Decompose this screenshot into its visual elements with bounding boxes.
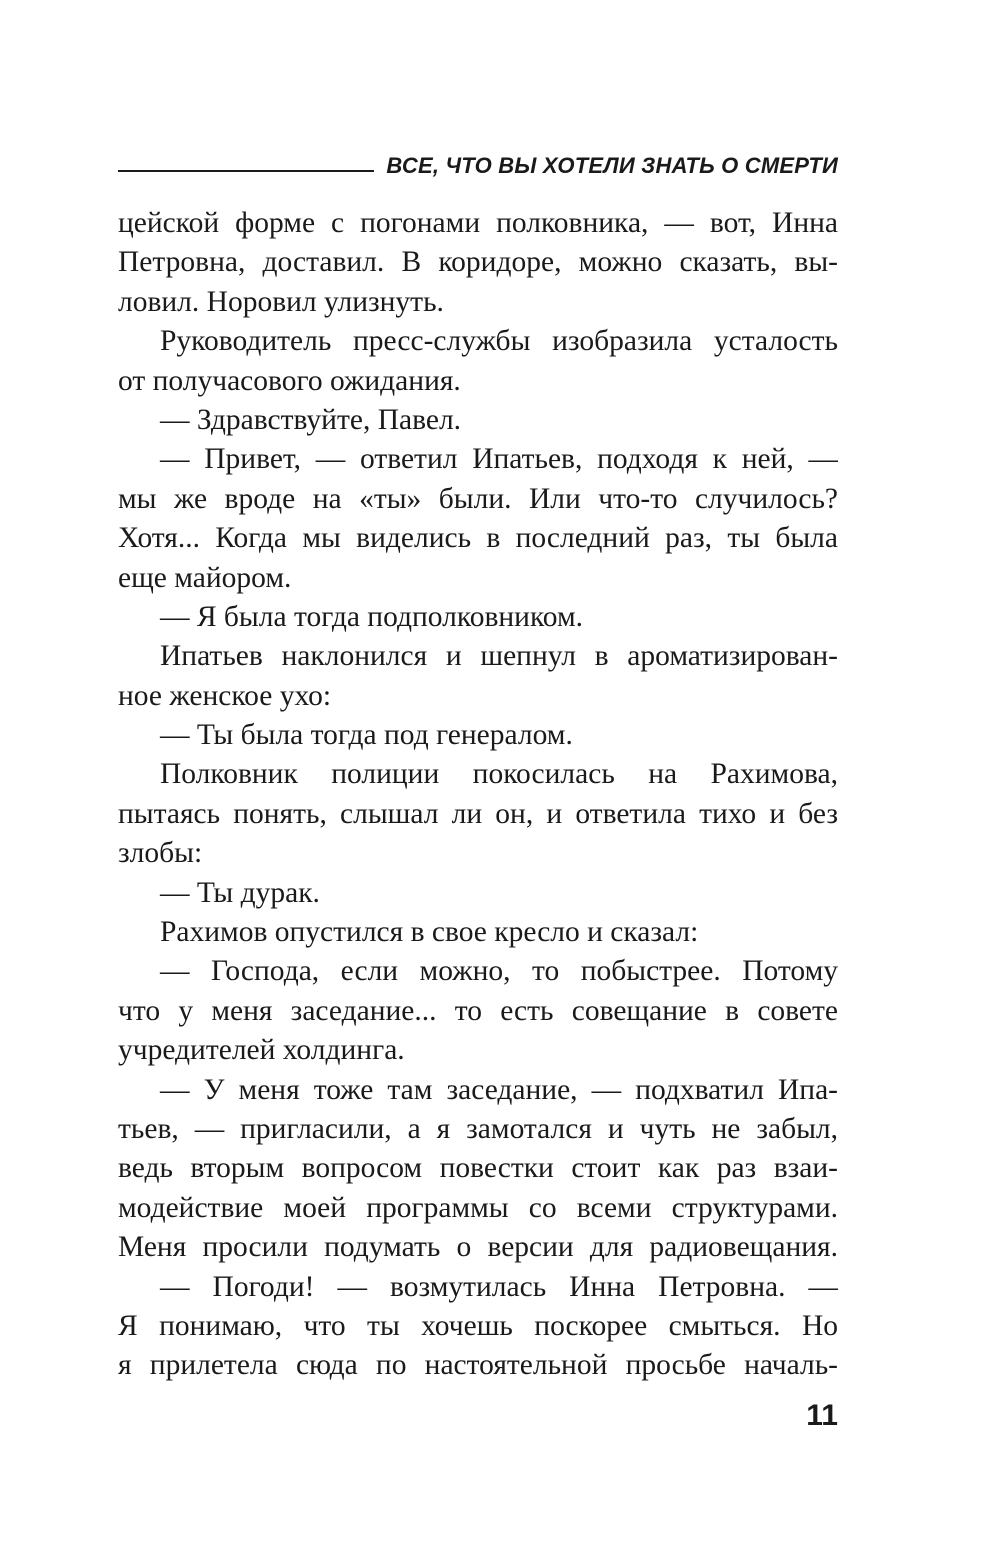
text-line: Меня просили подумать о версии для радиовещания. bbox=[118, 1231, 838, 1264]
header-rule bbox=[118, 170, 374, 172]
text-line: ное женское ухо: bbox=[118, 679, 332, 712]
text-line: злобы: bbox=[118, 837, 203, 870]
text-line: от получасового ожидания. bbox=[118, 364, 461, 397]
text-line: цейской форме с погонами полковника, — вот, Инна bbox=[118, 207, 838, 239]
text-line: Рахимов опустился в свое кресло и сказал: bbox=[160, 916, 699, 949]
text-line: Петровна, доставил. В коридоре, можно сказать, вы- bbox=[118, 246, 838, 279]
text-line: я прилетела сюда по настоятельной просьбе началь- bbox=[118, 1349, 838, 1382]
text-line: модействие моей программы со всеми структурами. bbox=[118, 1191, 838, 1224]
text-line: — Погоди! — возмутилась Инна Петровна. — bbox=[160, 1270, 838, 1303]
text-line: — Привет, — ответил Ипатьев, подходя к ней, — bbox=[160, 443, 838, 476]
running-header bbox=[118, 140, 838, 180]
text-line: тьев, — пригласили, а я замотался и чуть не забыл, bbox=[118, 1112, 838, 1145]
text-line: мы же вроде на «ты» были. Или что-то случилось? bbox=[118, 482, 838, 515]
text-line: ловил. Норовил улизнуть. bbox=[118, 285, 444, 318]
text-line: что у меня заседание... то есть совещание в совете bbox=[118, 994, 838, 1027]
text-line: Полковник полиции покосилась на Рахимова, bbox=[160, 758, 838, 791]
page-number: 11 bbox=[806, 1399, 838, 1432]
running-header-title: ВСЕ, ЧТО ВЫ ХОТЕЛИ ЗНАТЬ О СМЕРТИ bbox=[386, 153, 838, 178]
text-line: — Я была тогда подполковником. bbox=[160, 600, 584, 633]
text-line: — У меня тоже там заседание, — подхватил Ипа- bbox=[160, 1073, 838, 1106]
text-line: ведь вторым вопросом повестки стоит как раз взаи- bbox=[118, 1152, 838, 1185]
text-line: Я понимаю, что ты хочешь поскорее смыться. Но bbox=[118, 1309, 838, 1342]
text-line: Ипатьев наклонился и шепнул в ароматизирован- bbox=[160, 640, 838, 673]
text-line: — Здравствуйте, Павел. bbox=[160, 403, 462, 436]
text-line: — Ты дурак. bbox=[160, 876, 320, 909]
text-line: пытаясь понять, слышал ли он, и ответила тихо и без bbox=[118, 797, 838, 830]
text-line: — Господа, если можно, то побыстрее. Потому bbox=[160, 955, 838, 988]
text-line: Руководитель пресс-службы изобразила усталость bbox=[160, 325, 838, 358]
text-line: еще майором. bbox=[118, 561, 292, 594]
text-line: — Ты была тогда под генералом. bbox=[160, 719, 573, 752]
text-line: учредителей холдинга. bbox=[118, 1034, 405, 1067]
body-text bbox=[118, 204, 838, 1386]
text-line: Хотя... Когда мы виделись в последний раз, ты была bbox=[118, 522, 838, 555]
